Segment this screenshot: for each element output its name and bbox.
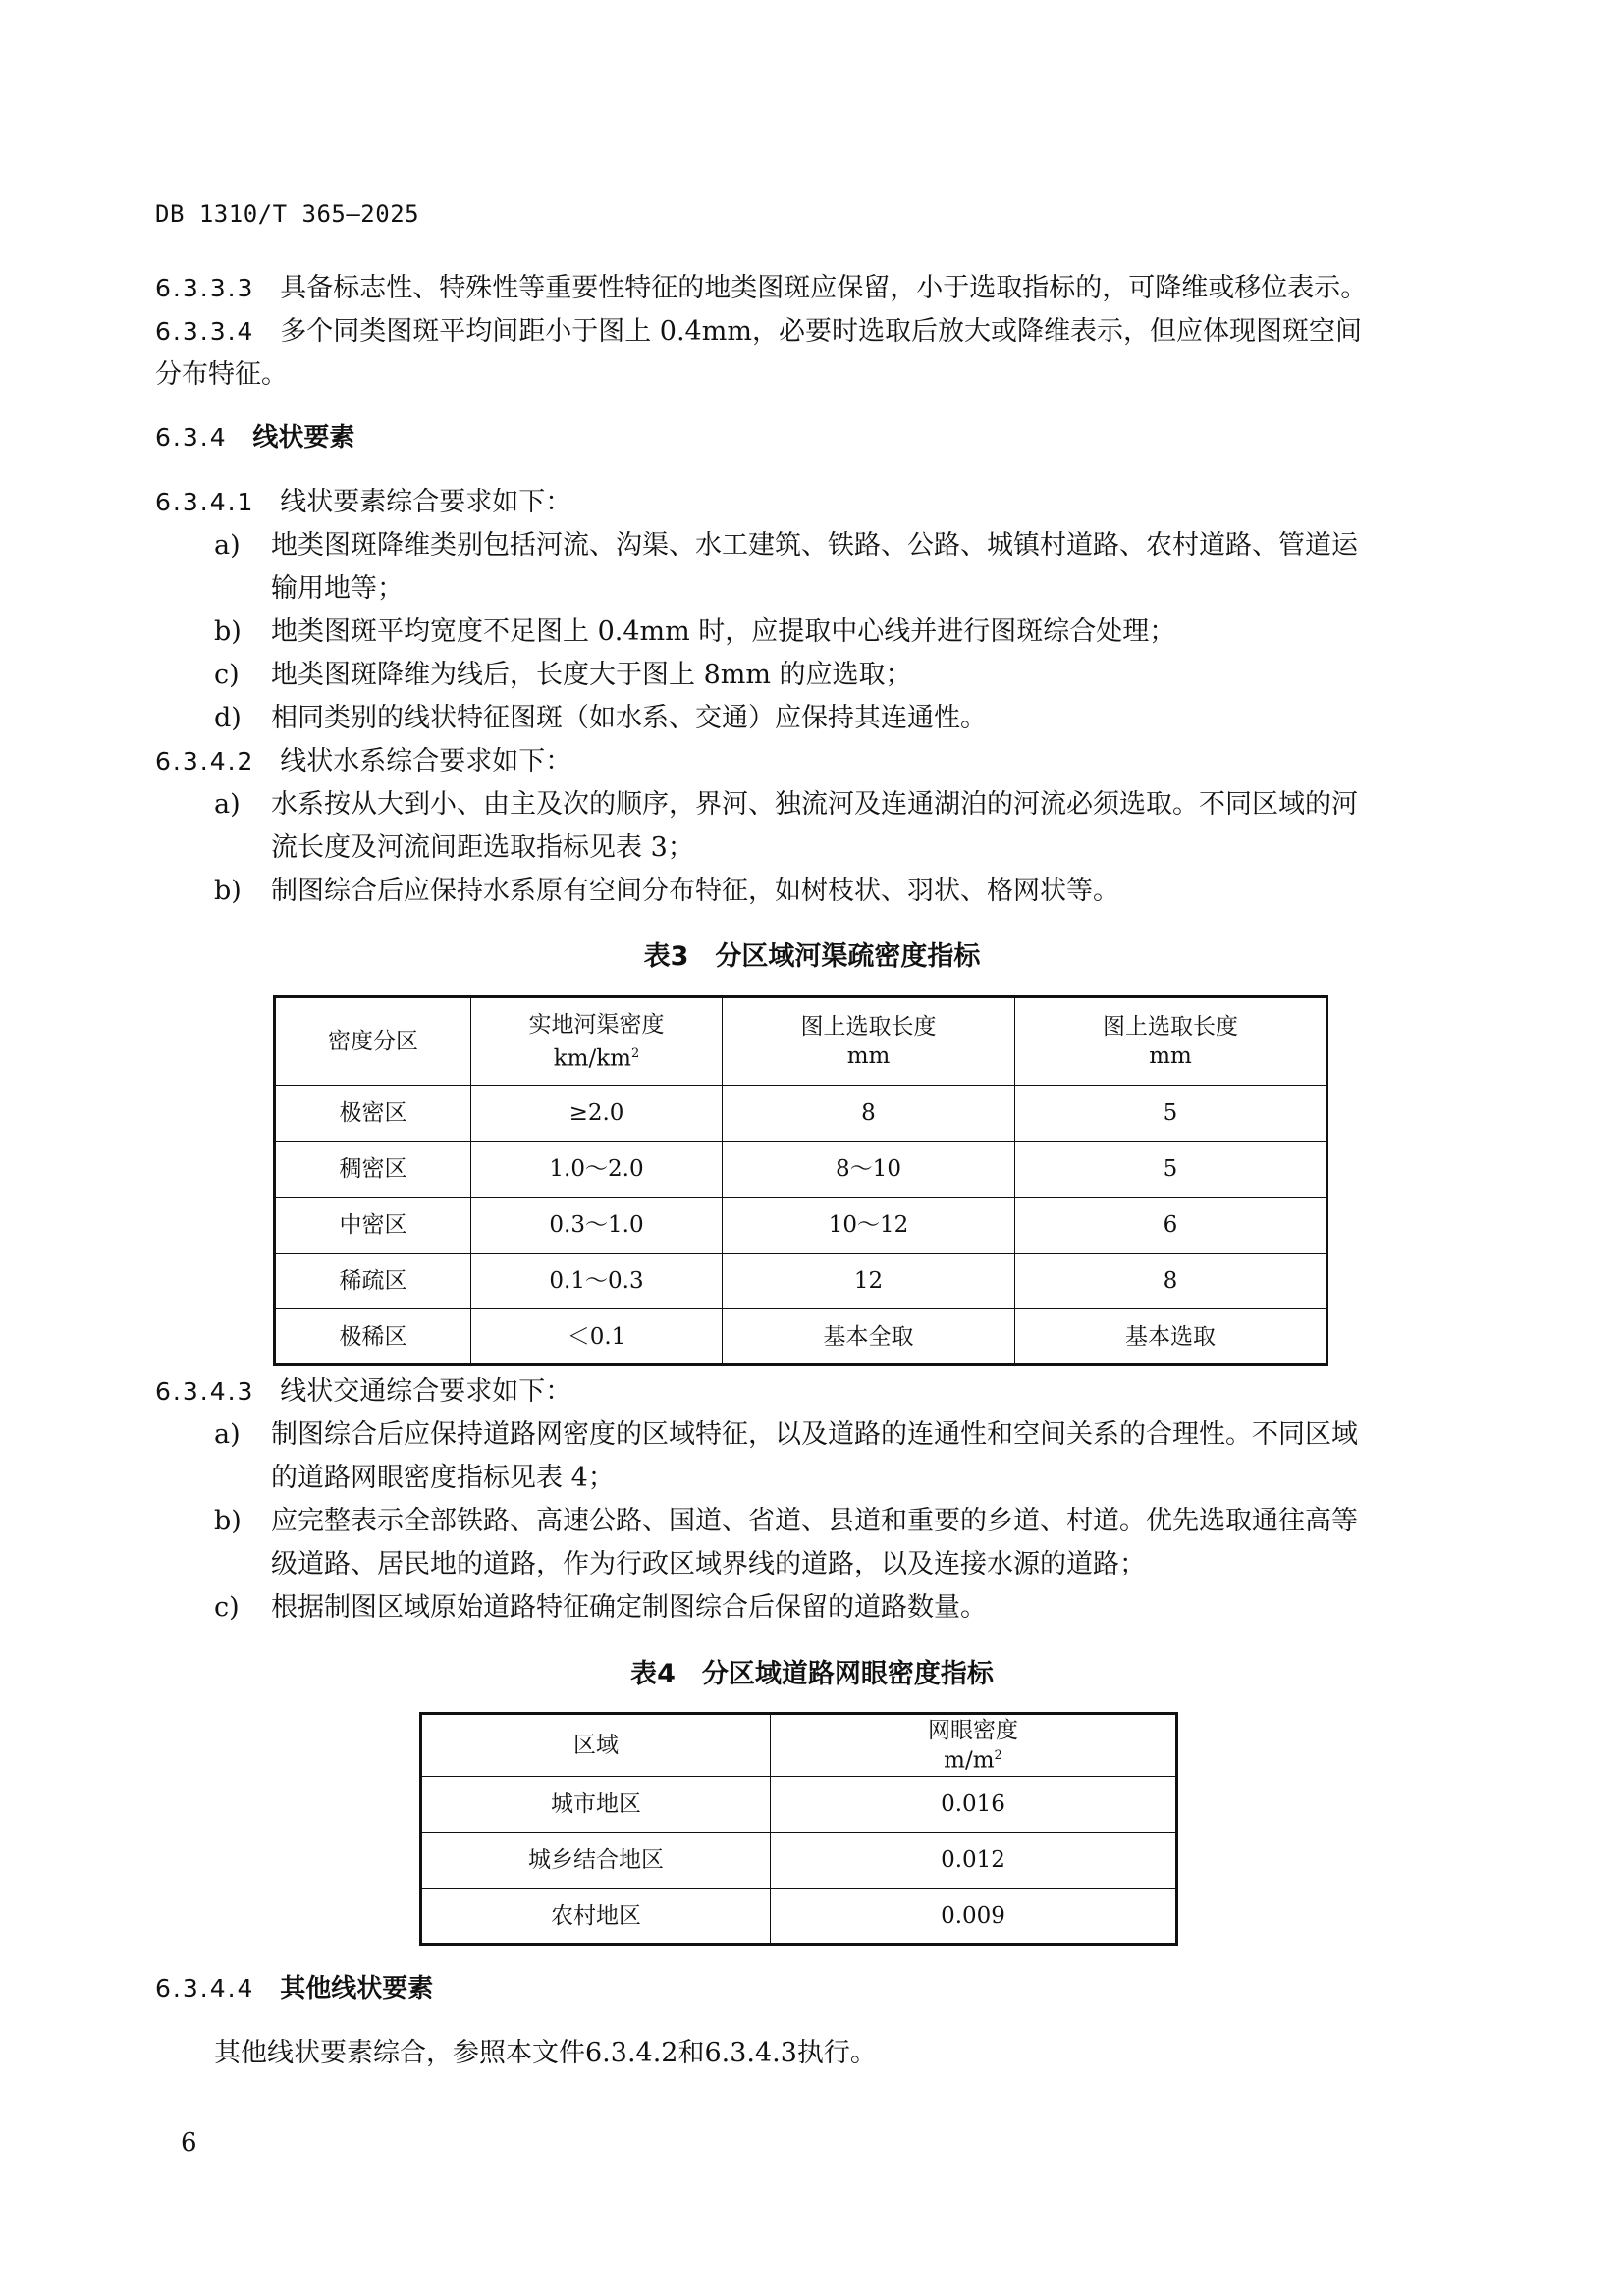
clause-number: 6.3.4.3: [155, 1377, 255, 1406]
list-item: [214, 611, 1175, 654]
list-text: 应完整表示全部铁路、高速公路、国道、省道、县道和重要的乡道、村道。优先选取通往高等: [271, 1506, 1358, 1536]
table-cell: 中密区: [275, 1198, 471, 1254]
clause-6-3-4-3: [155, 1370, 571, 1414]
column-header: 图上选取长度 mm: [723, 997, 1015, 1086]
page-number: 6: [181, 2128, 197, 2158]
table-cell: 0.1～0.3: [471, 1254, 723, 1309]
list-item: [214, 1414, 1358, 1457]
section-title: 线状要素: [252, 423, 355, 453]
list-text: 水系按从大到小、由主及次的顺序，界河、独流河及连通湖泊的河流必须选取。不同区域的河: [271, 789, 1358, 820]
list-label: b): [214, 1506, 242, 1536]
clause-text: 线状要素综合要求如下：: [280, 487, 572, 517]
clause-6-3-4-4: [155, 1967, 433, 2010]
list-label: a): [214, 530, 241, 561]
table-cell: 10～12: [723, 1198, 1015, 1254]
clause-text-continued: 分布特征。: [155, 359, 288, 390]
table-row: [421, 1889, 1177, 1945]
list-text-continued: 流长度及河流间距选取指标见表 3；: [271, 832, 694, 863]
clause-number: 6.3.4.1: [155, 488, 255, 516]
table-header-row: [421, 1714, 1177, 1777]
table-row: [275, 1198, 1327, 1254]
list-label: a): [214, 1419, 241, 1450]
table-row: [275, 1142, 1327, 1198]
list-label: c): [214, 1592, 240, 1623]
table-cell: 城乡结合地区: [421, 1833, 771, 1889]
clause-6-3-4-4-text: 其他线状要素综合，参照本文件6.3.4.2和6.3.4.3执行。: [214, 2038, 877, 2068]
table-cell: 0.3～1.0: [471, 1198, 723, 1254]
table-cell: 0.012: [771, 1833, 1177, 1889]
list-text: 地类图斑降维为线后，长度大于图上 8mm 的应选取；: [271, 660, 912, 690]
table-cell: 5: [1015, 1142, 1327, 1198]
table-cell: 农村地区: [421, 1889, 771, 1945]
list-text: 根据制图区域原始道路特征确定制图综合后保留的道路数量。: [271, 1592, 987, 1623]
section-number: 6.3.4: [155, 423, 228, 452]
table4-caption: 表4 分区域道路网眼密度指标: [630, 1659, 994, 1689]
document-code: DB 1310/T 365—2025: [155, 200, 420, 228]
table-cell: 基本全取: [723, 1309, 1015, 1365]
table-cell: 1.0～2.0: [471, 1142, 723, 1198]
clause-text: 线状交通综合要求如下：: [280, 1376, 572, 1407]
clause-number: 6.3.4.4: [155, 1974, 255, 2002]
clause-6-3-3-4: [155, 310, 1362, 353]
table-cell: 6: [1015, 1198, 1327, 1254]
column-header: 网眼密度 $m/m^2$: [771, 1714, 1177, 1777]
table-header-row: [275, 997, 1327, 1086]
list-text: 地类图斑降维类别包括河流、沟渠、水工建筑、铁路、公路、城镇村道路、农村道路、管道运: [271, 530, 1358, 561]
list-item: [214, 870, 1119, 913]
table-cell: 0.016: [771, 1777, 1177, 1833]
list-label: b): [214, 616, 242, 647]
clause-title: 其他线状要素: [280, 1974, 434, 2003]
table-cell: 8～10: [723, 1142, 1015, 1198]
table-cell: 5: [1015, 1086, 1327, 1142]
table-cell: 城市地区: [421, 1777, 771, 1833]
table-row: [275, 1086, 1327, 1142]
clause-number: 6.3.3.3: [155, 274, 255, 302]
clause-text: 多个同类图斑平均间距小于图上 0.4mm，必要时选取后放大或降维表示，但应体现图斑空间: [280, 316, 1362, 347]
table-row: [275, 1254, 1327, 1309]
list-label: b): [214, 876, 242, 906]
list-text-continued: 的道路网眼密度指标见表 4；: [271, 1463, 615, 1493]
table-cell: 稀疏区: [275, 1254, 471, 1309]
clause-number: 6.3.4.2: [155, 747, 255, 775]
section-heading-6-3-4: [155, 416, 354, 459]
table-cell: ＜0.1: [471, 1309, 723, 1365]
clause-text: 线状水系综合要求如下：: [280, 746, 572, 776]
clause-text: 具备标志性、特殊性等重要性特征的地类图斑应保留，小于选取指标的，可降维或移位表示。: [280, 273, 1368, 303]
table-row: [421, 1777, 1177, 1833]
table3: [273, 995, 1328, 1366]
list-text: 相同类别的线状特征图斑（如水系、交通）应保持其连通性。: [271, 703, 987, 733]
list-label: a): [214, 789, 241, 820]
list-item: [214, 524, 1358, 567]
clause-6-3-4-2: [155, 740, 571, 783]
table-cell: 8: [723, 1086, 1015, 1142]
column-header: 密度分区: [275, 997, 471, 1086]
list-label: c): [214, 660, 240, 690]
clause-6-3-3-3: [155, 267, 1367, 310]
list-item: [214, 697, 987, 740]
list-text: 制图综合后应保持水系原有空间分布特征，如树枝状、羽状、格网状等。: [271, 876, 1119, 906]
column-header: 区域: [421, 1714, 771, 1777]
list-item: [214, 783, 1358, 827]
table4: [419, 1712, 1178, 1946]
list-text: 制图综合后应保持道路网密度的区域特征，以及道路的连通性和空间关系的合理性。不同区域: [271, 1419, 1358, 1450]
clause-6-3-4-1: [155, 481, 571, 524]
table-cell: 极稀区: [275, 1309, 471, 1365]
column-header: 图上选取长度 mm: [1015, 997, 1327, 1086]
list-item: [214, 654, 912, 697]
table3-caption: 表3 分区域河渠疏密度指标: [643, 941, 981, 972]
list-item: [214, 1586, 987, 1629]
list-label: d): [214, 703, 242, 733]
table-cell: 极密区: [275, 1086, 471, 1142]
table-cell: 8: [1015, 1254, 1327, 1309]
table-row: [421, 1833, 1177, 1889]
table-cell: 0.009: [771, 1889, 1177, 1945]
table-cell: 12: [723, 1254, 1015, 1309]
table-cell: ≥2.0: [471, 1086, 723, 1142]
table-row: [275, 1309, 1327, 1365]
column-header: 实地河渠密度 $km/km^2$: [471, 997, 723, 1086]
table-cell: 基本选取: [1015, 1309, 1327, 1365]
clause-number: 6.3.3.4: [155, 317, 255, 346]
list-text-continued: 输用地等；: [271, 573, 404, 604]
list-text-continued: 级道路、居民地的道路，作为行政区域界线的道路，以及连接水源的道路；: [271, 1549, 1146, 1579]
list-text: 地类图斑平均宽度不足图上 0.4mm 时，应提取中心线并进行图斑综合处理；: [271, 616, 1176, 647]
table-cell: 稠密区: [275, 1142, 471, 1198]
list-item: [214, 1500, 1358, 1543]
